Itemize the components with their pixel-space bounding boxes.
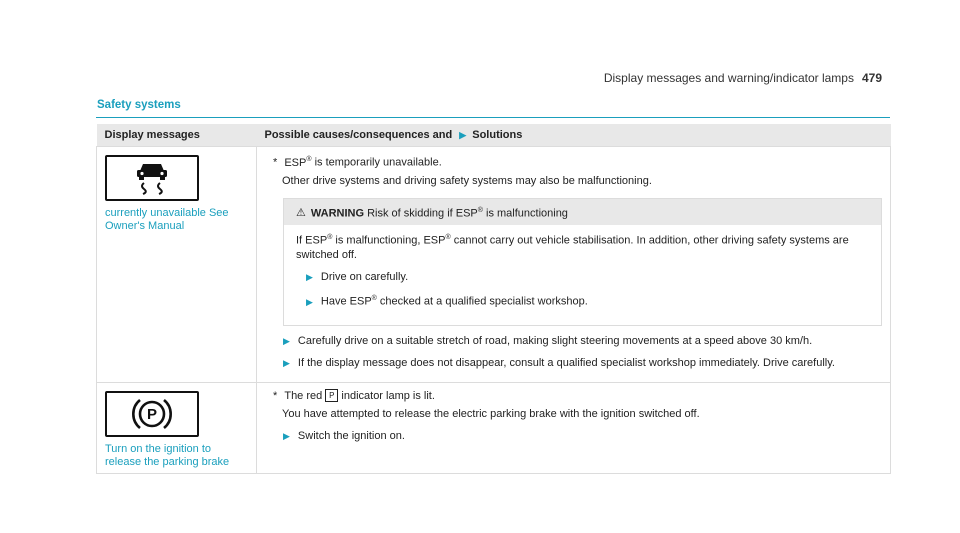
solution-bullet: [283, 429, 882, 443]
cause-line-1: [273, 153, 882, 170]
col-header-solutions-text: Solutions: [472, 129, 523, 141]
causes-cell: [257, 147, 891, 383]
reg-mark: ®: [327, 234, 333, 242]
warning-bullet: [306, 292, 869, 309]
warning-label: WARNING: [310, 207, 365, 220]
message-cell: [97, 147, 257, 383]
cause-line-2: You have attempted to release the electric parking brake with the ignition switched off.: [282, 407, 700, 420]
triangle-icon: ▶: [283, 357, 290, 368]
text: Drive on carefully.: [320, 270, 409, 283]
esp-skidding-car-icon: [105, 155, 199, 201]
text: Risk of skidding if ESP: [364, 207, 478, 220]
display-messages-table: [96, 124, 891, 474]
solution-bullet: [283, 334, 882, 348]
message-cell: [97, 382, 257, 473]
text: If the display message does not disappear, consult a qualified specialist workshop immediately. Drive carefully.: [297, 356, 835, 369]
col-header-display-messages: Display messages: [97, 124, 257, 147]
text: cannot carry out vehicle stabilisation. In addition, other driving safety systems are switched off.: [296, 234, 849, 261]
asterisk: *: [273, 389, 278, 402]
text: indicator lamp is lit.: [341, 389, 435, 402]
running-header: [604, 71, 882, 85]
reg-mark: ®: [477, 206, 483, 214]
solution-bullet: [283, 356, 882, 370]
text: checked at a qualified specialist workshop.: [376, 295, 588, 308]
reg-mark: ®: [306, 156, 312, 163]
warning-triangle-icon: ⚠: [296, 207, 306, 220]
warning-bullet: [306, 270, 869, 284]
reg-mark: ®: [445, 234, 451, 242]
text: Have ESP: [320, 295, 372, 308]
text: is malfunctioning: [482, 207, 568, 220]
col-header-causes: [257, 124, 891, 147]
cause-line-1: [273, 389, 882, 403]
text: The red: [284, 389, 323, 402]
parking-lamp-icon: P: [325, 389, 338, 402]
reg-mark: ®: [371, 294, 377, 302]
text: Carefully drive on a suitable stretch of road, making slight steering movements at a speed above 30 km/h.: [297, 334, 813, 347]
warning-heading: [284, 199, 881, 226]
triangle-icon: ▶: [283, 430, 290, 441]
page-number: 479: [861, 71, 882, 85]
table-row: [97, 147, 891, 383]
parking-brake-icon: [105, 391, 199, 437]
text: ESP: [284, 156, 307, 169]
text: If ESP: [296, 234, 328, 247]
message-label-line-2: release the parking brake: [105, 455, 230, 468]
warning-box: [283, 198, 882, 326]
warning-body: [284, 225, 881, 324]
triangle-icon: ▶: [459, 130, 467, 140]
text: is malfunctioning, ESP: [332, 234, 446, 247]
triangle-icon: ▶: [283, 335, 290, 346]
triangle-icon: ▶: [306, 271, 313, 282]
section-rule: [96, 117, 890, 118]
table-row: [97, 382, 891, 473]
message-label: currently unavailable See Owner's Manual: [105, 207, 229, 232]
col-header-causes-text: Possible causes/consequences and: [264, 129, 453, 141]
warning-paragraph: [296, 231, 869, 262]
running-header-title: Display messages and warning/indicator lamps: [603, 71, 854, 85]
triangle-icon: ▶: [306, 296, 313, 307]
text: is temporarily unavailable.: [311, 156, 442, 169]
table-header-row: [97, 124, 891, 147]
svg-text:P: P: [146, 405, 158, 423]
text: Switch the ignition on.: [297, 429, 405, 442]
causes-cell: [257, 382, 891, 473]
cause-line-2: Other drive systems and driving safety systems may also be malfunctioning.: [282, 174, 652, 187]
section-title: Safety systems: [97, 99, 181, 111]
message-label-line-1: Turn on the ignition to: [105, 442, 211, 455]
asterisk: *: [273, 156, 278, 169]
